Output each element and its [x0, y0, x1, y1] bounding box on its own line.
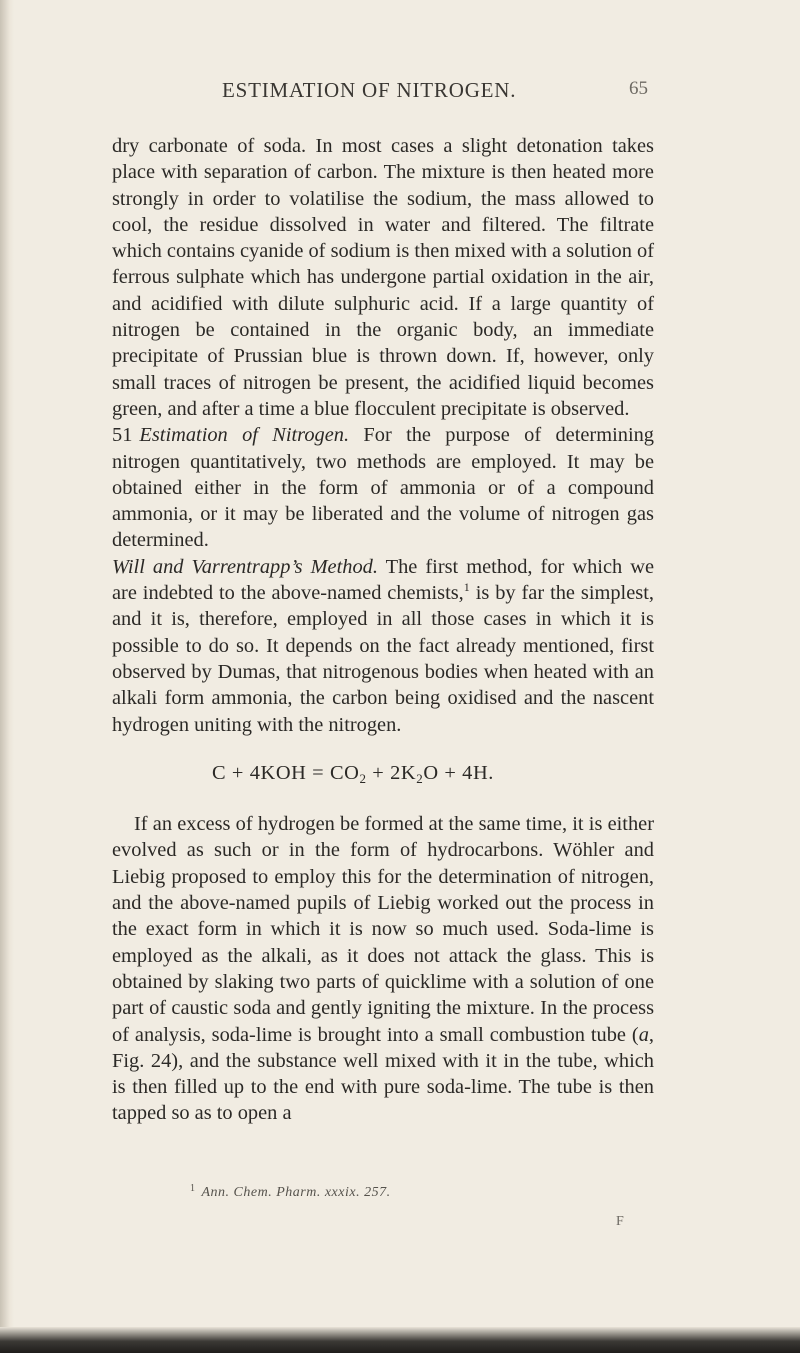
- equation-part: O + 4H.: [423, 761, 494, 784]
- equation-subscript: 2: [359, 770, 367, 786]
- method-text-b: is by far the simplest, and it is, therefore, employed in all those cases in which it is possible to do so. It depends on the fact already mentioned, first observed by Dumas, that nitrogenous bodies when heated with an alkali form ammonia, the carbon being oxidised and the nascent hydrogen uniting with the nitrogen.: [112, 582, 654, 736]
- chemical-equation: [112, 760, 654, 786]
- method-text-a: The first method, for which we are indebted to the above-named chemists,: [112, 555, 654, 605]
- body-text: [112, 133, 654, 1127]
- equation-part: + 2K: [366, 761, 417, 784]
- footnote: [190, 1185, 391, 1201]
- page-header: [0, 78, 800, 108]
- paragraph-estimation-of-nitrogen: [112, 422, 654, 553]
- footnote-reference: 1: [463, 580, 470, 595]
- paragraph-soda-lime: [112, 811, 654, 1127]
- paragraph-will-varrentrapp: [112, 554, 654, 738]
- paragraph-cyanide-test: dry carbonate of soda. In most cases a slight detonation takes place with separation of carbon. The mixture is then heated more strongly in order to volatilise the sodium, the mass allowed to cool, the residue dissolved in water and filtered. The filtrate which contains cyanide of sodium is then mixed with a solution of ferrous sulphate which has undergone partial oxidation in the air, and acidified with dilute sulphuric acid. If a large quantity of nitrogen be contained in the organic body, an immediate precipitate of Prussian blue is thrown down. If, however, only small traces of nitrogen be present, the acidified liquid becomes green, and after a time a blue flocculent precipitate is observed.: [112, 135, 654, 420]
- binding-shadow: [0, 1327, 800, 1353]
- footnote-text: Ann. Chem. Pharm. xxxix. 257.: [201, 1185, 391, 1200]
- section-heading: Estimation of Nitrogen.: [139, 424, 350, 447]
- soda-lime-text: If an excess of hydrogen be formed at the same time, it is either evolved as such or in the form of hydrocarbons. Wöhler and Liebig proposed to employ this for the determination of nitrogen, and the above-named pupils of Liebig worked out the process in the exact form in which it is now so much used. Soda-lime is employed as the alkali, as it does not attack the glass. This is obtained by slaking two parts of quicklime with a solution of one part of caustic soda and gently igniting the mixture. In the process of analysis, soda-lime is brought into a small combustion tube (: [112, 813, 654, 1046]
- soda-lime-tail: , Fig. 24), and the substance well mixed with it in the tube, which is then filled up to the end with pure soda-lime. The tube is then tapped so as to open a: [112, 1023, 654, 1125]
- footnote-marker: 1: [190, 1183, 196, 1194]
- section-number: 51: [112, 424, 133, 447]
- section-text: For the purpose of determining nitrogen quantitatively, two methods are employed. It may be obtained either in the form of ammonia or of a compound ammonia, or it may be liberated and the volume of nitrogen gas determined.: [112, 424, 654, 552]
- equation-subscript: 2: [416, 770, 424, 786]
- page-number: 65: [629, 78, 648, 99]
- method-heading: Will and Varrentrapp’s Method.: [112, 555, 378, 578]
- running-head: ESTIMATION OF NITROGEN.: [222, 78, 517, 102]
- figure-letter: a: [638, 1023, 649, 1046]
- page-edge: [0, 0, 14, 1353]
- equation-part: C + 4KOH = CO: [212, 761, 360, 784]
- signature-mark: F: [616, 1214, 624, 1229]
